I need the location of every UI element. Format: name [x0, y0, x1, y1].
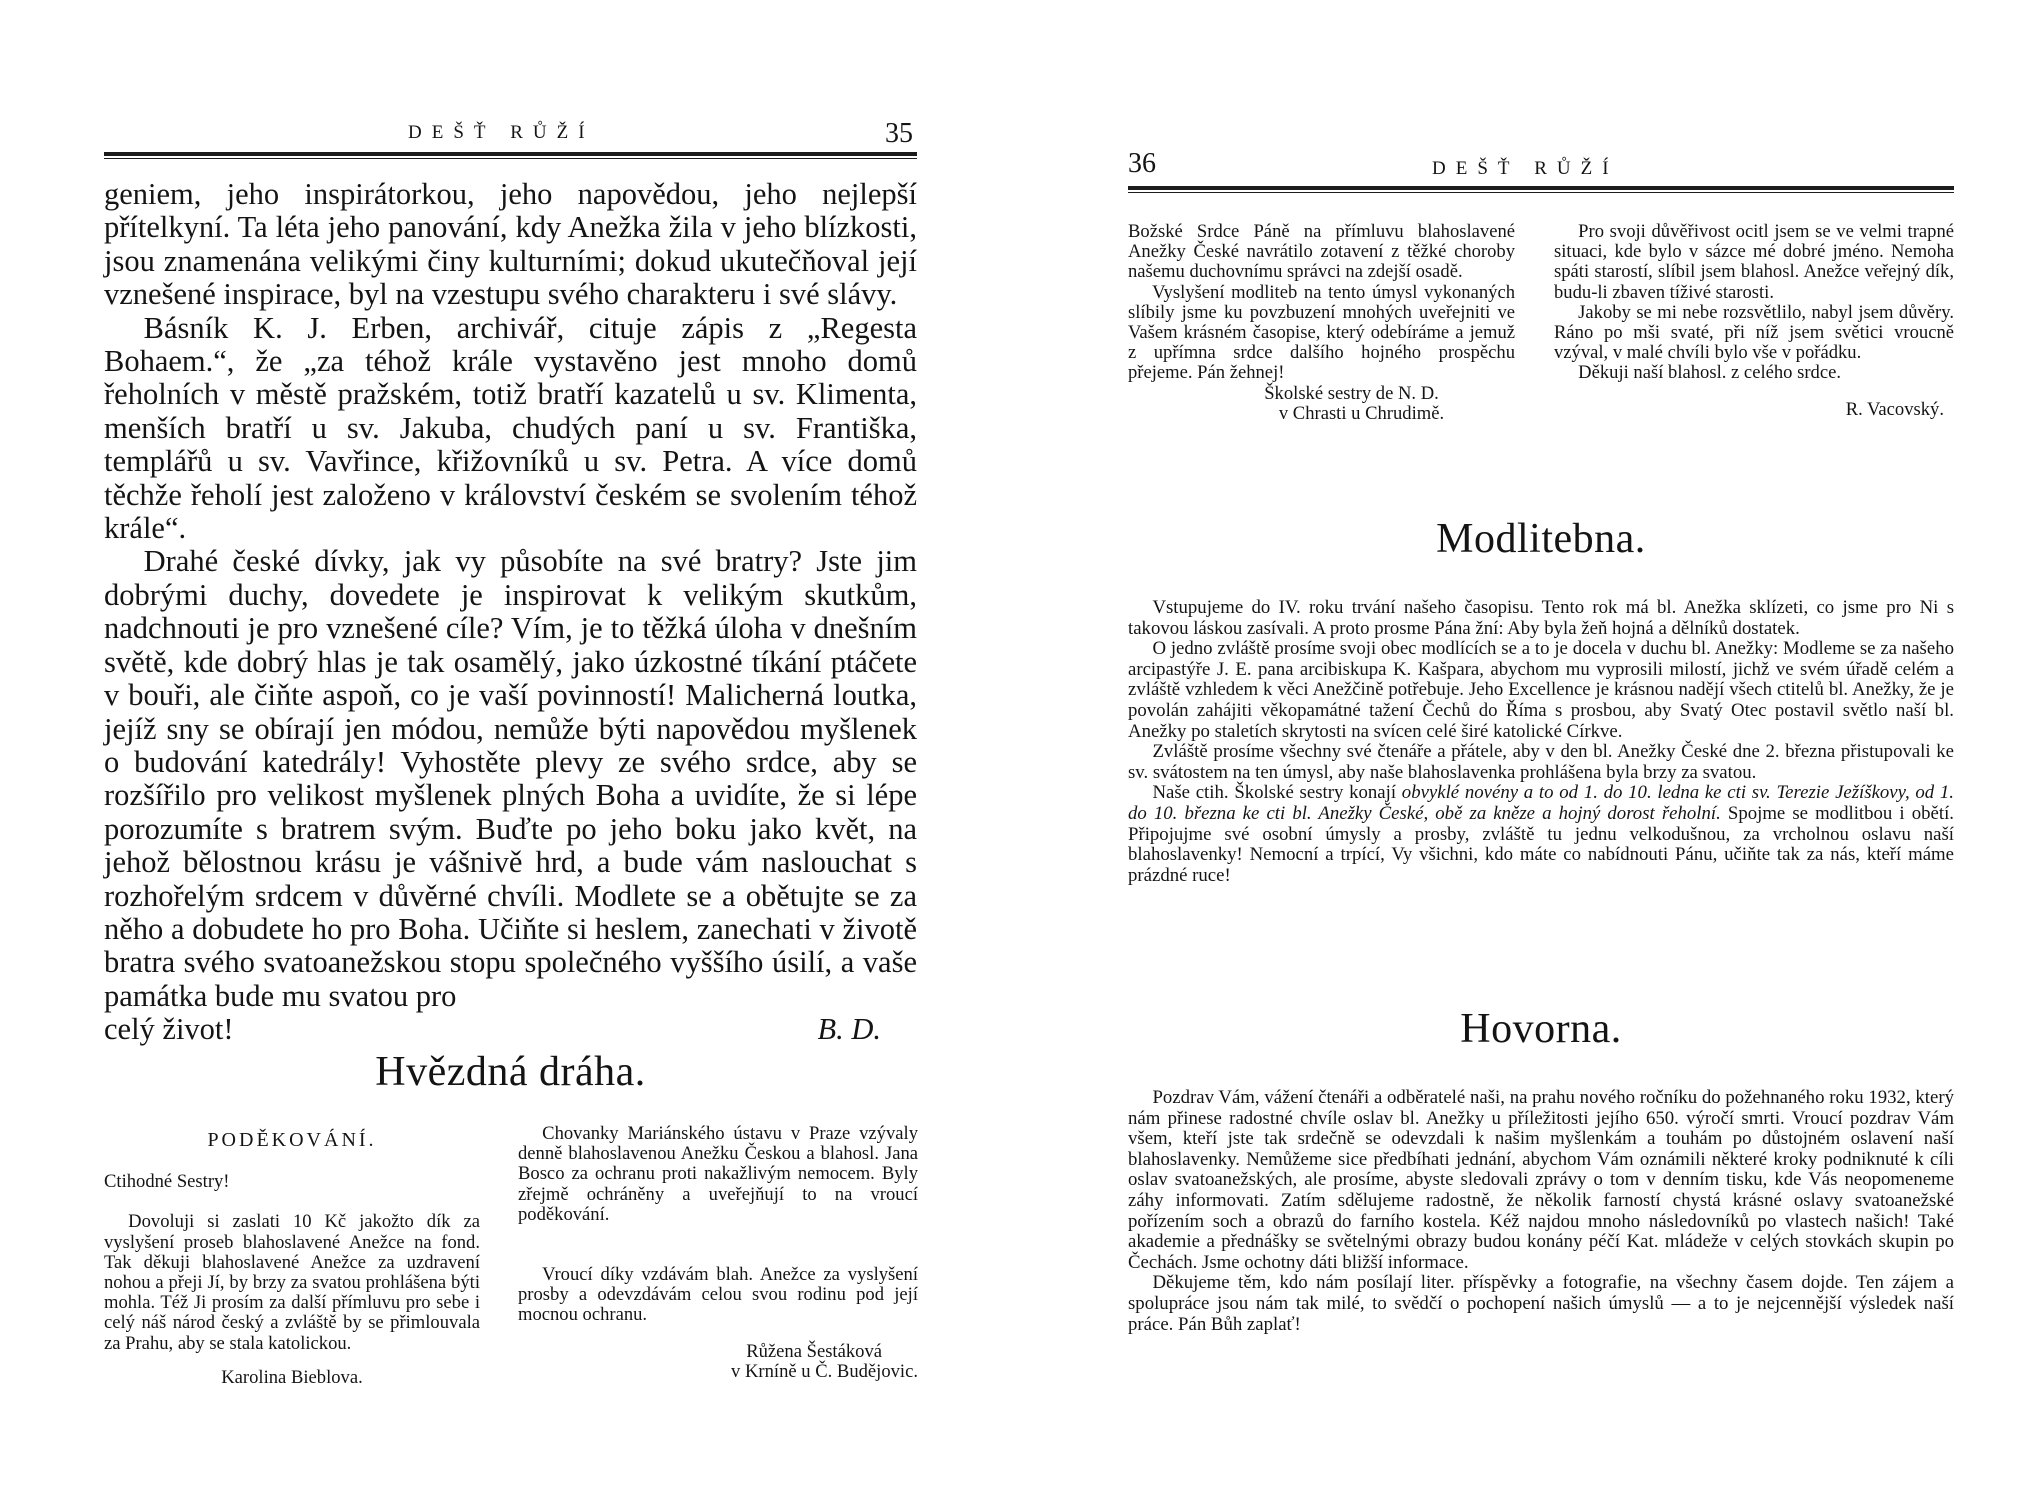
paragraph: Drahé české dívky, jak vy působíte na své bratry? Jste jim dobrými duchy, dovedete je inspirovat k velikým skutkům, nadchnouti je pro vznešené cíle? Vím, je to těžká úloha v dnešním světě, kde dobrý hlas je tak osamělý, jako úzkostné tíkání ptáčete v bouři, ale čiňte aspoň, co je vaší povinností! Malicherná loutka, jejíž sny se obírají jen módou, nemůže býti napovědou myšlenek o budování katedrály! Vyhostěte plevy ze svého srdce, aby se rozšířilo pro velikost myšlenek plných Boha a uvidíte, že si lépe porozumíte s bratrem svým. Buďte po jeho boku jako květ, na jehož bělostnou krásu je vášnivě hrd, a bude vám naslouchat s rozhořelým srdcem v důvěrné chvíli. Modlete se a obětujte se za něho a dobudete ho pro Boha. Učiňte si heslem, zanechati v životě bratra svého svatoanežskou stopu společného vyššího úsilí, a vaše památka bude mu svatou pro [104, 544, 917, 1013]
hovorna-body [1128, 1088, 1954, 1335]
letter-text: Dovoluji si zaslati 10 Kč jakožto dík za vyslyšení proseb blahoslavené Anežce na fond. Tak děkuji blahoslavené Anežce za uzdravení nohou a přeji Jí, by brzy za svatou prohlášena býti mohla. Též Ji prosím za další přímluvu pro sebe i celý náš národ český a zvláště by se přimlouvala za Prahu, aby se stala katolickou. [104, 1211, 480, 1354]
running-head: DEŠŤ RŮŽÍ [408, 122, 595, 143]
thanks-column-2 [518, 1124, 918, 1382]
paragraph: Děkujeme těm, kdo nám posílají liter. příspěvky a fotografie, na všechny časem dojde. Ten zájem a spolupráce jsou nám tak milé, to svědčí o pochopení našich úmyslů — a to je nejcennější výsledek naší práce. Pán Bůh zaplať! [1128, 1272, 1954, 1335]
author-signature: B. D. [817, 1012, 881, 1047]
section-title-modlitebna: Modlitebna. [1436, 516, 1646, 562]
right-page [1014, 0, 2028, 1500]
letter-text: Vyslyšení modliteb na tento úmysl vykonaných slíbily jsme ku povzbuzení mnohých uveřejniti ve Vašem krásném časopise, který odebíráme a jemuž z upřímna srdce dalšího hojného prospěchu přejeme. Pán žehnej! [1128, 281, 1515, 384]
salutation: Ctihodné Sestry! [104, 1171, 230, 1193]
section-title-hovorna: Hovorna. [1460, 1006, 1622, 1052]
running-head: DEŠŤ RŮŽÍ [1432, 158, 1619, 179]
top-column-2 [1554, 222, 1954, 420]
letter-signature-place: v Chrasti u Chrudimě. [1278, 402, 1445, 424]
letter-text: Jakoby se mi nebe rozsvětlilo, nabyl jsem důvěry. Ráno po mši svaté, při níž jsem světici vroucně vzýval, v malé chvíli bylo vše v pořádku. [1554, 301, 1954, 364]
top-column-1 [1128, 222, 1515, 424]
letter-signature: Školské sestry de N. D. [1264, 382, 1439, 404]
paragraph: Vstupujeme do IV. roku trvání našeho časopisu. Tento rok má bl. Anežka sklízeti, co jsme pro Ni s takovou láskou zasívali. A proto prosme Pána žní: Aby byla žeň hojná a dělníků dostatek. [1128, 597, 1954, 639]
closing-line [104, 1013, 917, 1046]
letter-signature: Karolina Bieblova. [221, 1366, 363, 1388]
italic-run: obvyklé novény a to od 1. do 10. ledna ke cti sv. Terezie Ježíškovy, od 1. do 10. března ke cti bl. Anežky České, obě za kněze a hojný dorost řeholní. [1128, 782, 1954, 824]
paragraph: Básník K. J. Erben, archivář, cituje zápis z „Regesta Bohaem.“, že „za téhož krále vystavěno jest mnoho domů řeholních v městě pražském, totiž bratří kazatelů u sv. Klimenta, menších bratří u sv. Jakuba, chudých paní u sv. Františka, templářů u sv. Vavřince, křižovníků u sv. Petra. A více domů těchže řeholí jest založeno v království českém se svolením téhož krále“. [104, 310, 917, 546]
header-rule-thin [104, 158, 917, 159]
letter-signature: R. Vacovský. [1845, 398, 1944, 420]
header-rule [1128, 186, 1954, 190]
page-number: 35 [885, 118, 913, 149]
paragraph: Pozdrav Vám, vážení čtenáři a odběratelé naši, na prahu nového ročníku do požehnaného roku 1932, který nám přinese radostné chvíle oslav bl. Anežky u příležitosti jejího 650. výročí smrti. Vroucí pozdrav Vám všem, kteří jste tak srdečně se odevzdali k našim myšlenkám a touhám po důstojném oslavení naší blahoslavenky. Nemůžeme sice předbíhati jednání, abychom Vám oznámili některé kroky podniknuté k cíli oslav svatoanežských, ale prosíme, abyste sledovali zprávy o tom v denním tisku, kde Vás neopomeneme záhy informovati. Zatím sdělujeme radostně, že několik farností chystá krásné oslavy svatoanežské pořízením soch a obrazů do farního kostela. Kéž najdou mnoho následovníků po vlastech našich! Také akademie a přednášky se světelnými obrazy budou konány péčí Kat. mládeže v celých stovkách skupin po Čechách. Jsme ochotny dáti bližší informace. [1128, 1087, 1954, 1273]
paragraph: O jedno zvláště prosíme svoji obec modlících se a to je docela v duchu bl. Anežky: Modleme se za našeho arcipastýře J. E. pana arcibiskupa K. Kašpara, abychom mu vyprosili milostí, jichž ve svém úřadě celém a zvláště vzhledem k věci Anežčině potřebuje. Jeho Excellence je krásnou nadějí všech ctitelů bl. Anežky, že je povolán zahájiti věkopamátné tažení Čechů do Říma s prosbou, aby Svatý Otec postavil světlo naší bl. Anežky po staletích skrytosti na svícen celé širé katolické Církve. [1128, 638, 1954, 742]
letter-signature: Růžena Šestáková [746, 1340, 882, 1362]
paragraph: geniem, jeho inspirátorkou, jeho napovědou, jeho nejlepší přítelkyní. Ta léta jeho panování, kdy Anežka žila v jeho blízkosti, jsou znamenána velikými činy kulturními; dokud ukutečňoval její vznešené inspirace, byl na vzestupu svého charakteru i své slávy. [104, 177, 917, 312]
letter-text: Pro svoji důvěřivost ocitl jsem se ve velmi trapné situaci, kde bylo v sázce mé dobré jméno. Nemoha spáti starostí, slíbil jsem blahosl. Anežce veřejný dík, budu-li zbaven tíživé starosti. [1554, 221, 1954, 303]
page-number: 36 [1128, 148, 1156, 179]
header-rule-thin [1128, 192, 1954, 193]
text-run: Spojme se modlitbou i obětí. Připojujme své osobní úmysly a prosby, zvláště tu jednu velkodušnou, za vrcholnou oslavu naší blahoslavenky! Nemocní a trpící, Vy všichni, kdo máte co nabídnouti Pánu, učiňte tak za nás, kteří máme prázdné ruce! [1128, 802, 1954, 886]
paragraph: Zvláště prosíme všechny své čtenáře a přátele, aby v den bl. Anežky České dne 2. března přistupovali ke sv. svátostem na ten úmysl, aby naše blahoslavenka prohlášena byla brzy za svatou. [1128, 741, 1954, 783]
modlitebna-body [1128, 598, 1954, 886]
paragraph [1128, 783, 1954, 886]
thanks-column-1 [104, 1130, 480, 1388]
letter-text: Děkuji naší blahosl. z celého srdce. [1578, 362, 1841, 384]
letter-text: Božské Srdce Páně na přímluvu blahoslavené Anežky České navrátilo zotavení z těžké choroby našemu duchovnímu správci na zdejší osadě. [1128, 221, 1515, 283]
letter-text: Chovanky Mariánského ústavu v Praze vzývaly denně blahoslavenou Anežku Českou a blahosl. Jana Bosco za ochranu proti nakažlivým nemocem. Byly zřejmě ochráněny a uveřejňují to na vroucí poděkování. [518, 1123, 918, 1225]
letter-signature-place: v Krníně u Č. Budějovic. [731, 1360, 918, 1382]
article-body [104, 178, 917, 1047]
section-title: Hvězdná dráha. [375, 1049, 646, 1095]
closing-text: celý život! [104, 1012, 234, 1047]
letter-text: Vroucí díky vzdávám blah. Anežce za vyslyšení prosby a odevzdávám celou svou rodinu pod její mocnou ochranu. [518, 1264, 918, 1326]
thanks-heading: PODĚKOVÁNÍ. [207, 1129, 377, 1151]
header-rule [104, 152, 917, 156]
text-run: Naše ctih. Školské sestry konají [1152, 782, 1402, 804]
